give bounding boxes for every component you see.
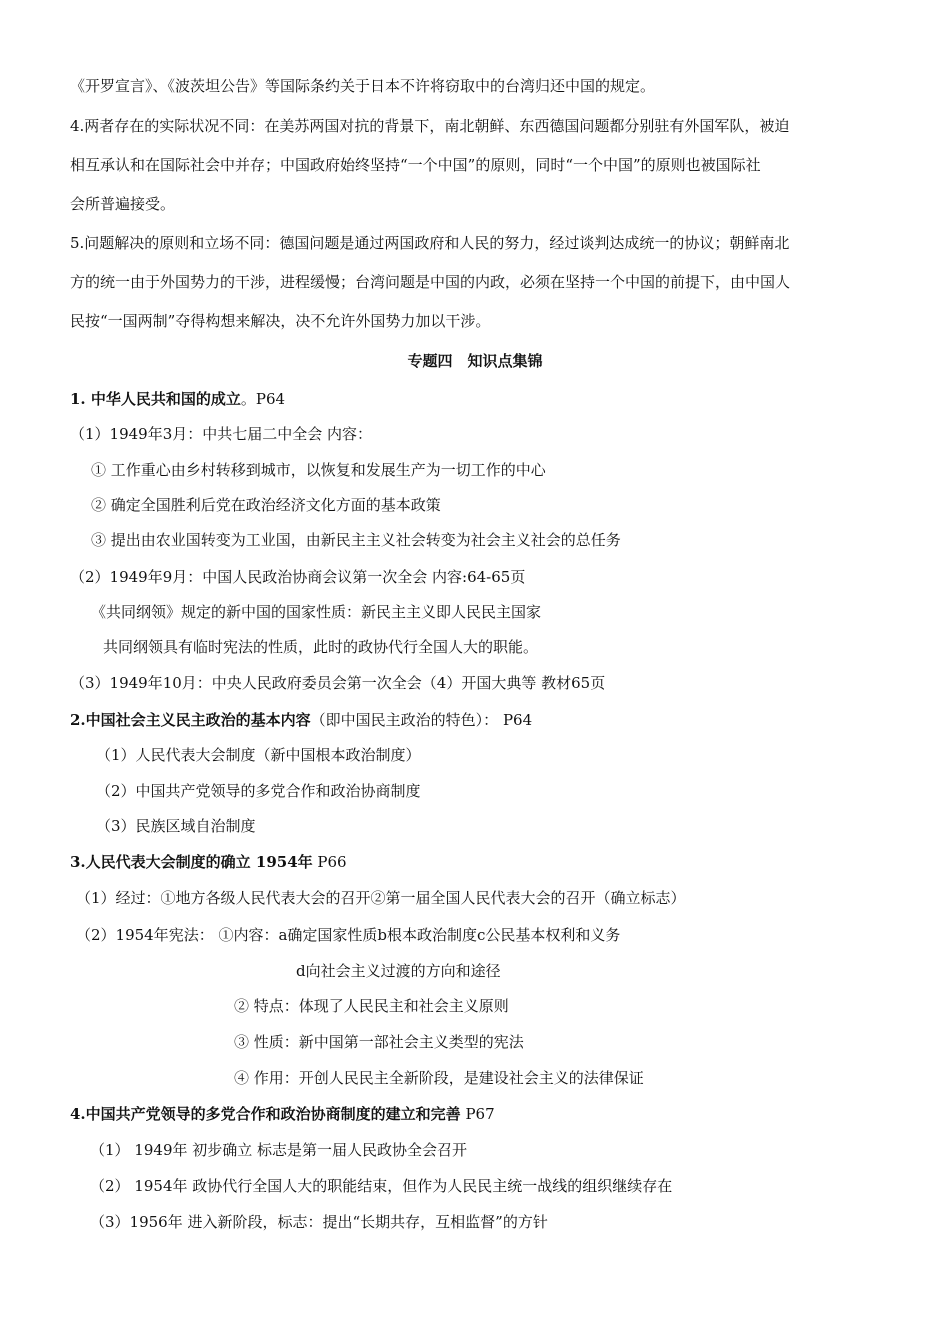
section-2-heading (70, 710, 532, 730)
s1-item-1: （1）1949年3月：中共七届二中全会 内容： (70, 425, 373, 443)
s1-item-1c: ③ 提出由农业国转变为工业国，由新民主主义社会转变为社会主义社会的总任务 (91, 531, 621, 549)
s4-item-3: （3）1956年 进入新阶段，标志：提出“长期共存，互相监督”的方针 (90, 1213, 548, 1231)
s3-item-2a: d向社会主义过渡的方向和途径 (296, 962, 501, 980)
section-3-heading (70, 852, 347, 872)
s3-item-1: （1）经过：①地方各级人民代表大会的召开②第一届全国人民代表大会的召开（确立标志） (76, 889, 686, 907)
point-4-line-2: 相互承认和在国际社会中并存；中国政府始终坚持“一个中国”的原则，同时“一个中国”的原则也被国际社 (70, 156, 761, 174)
section-4-heading (70, 1104, 495, 1124)
s3-item-2d: ④ 作用：开创人民民主全新阶段，是建设社会主义的法律保证 (234, 1069, 644, 1087)
s4-item-1: （1） 1949年 初步确立 标志是第一届人民政协全会召开 (90, 1141, 468, 1159)
section-1-heading-bold: 1. 中华人民共和国的成立 (70, 390, 241, 408)
s2-item-2: （2）中国共产党领导的多党合作和政治协商制度 (96, 782, 421, 800)
section-4-heading-bold: 4.中国共产党领导的多党合作和政治协商制度的建立和完善 (70, 1105, 461, 1123)
s3-item-2c: ③ 性质：新中国第一部社会主义类型的宪法 (234, 1033, 524, 1051)
section-1-heading (70, 389, 285, 409)
section-4-heading-page: P67 (460, 1105, 495, 1123)
s2-item-1: （1）人民代表大会制度（新中国根本政治制度） (96, 746, 421, 764)
section-3-heading-bold: 3.人民代表大会制度的确立 1954年 (70, 853, 313, 871)
s1-item-1a: ① 工作重心由乡村转移到城市，以恢复和发展生产为一切工作的中心 (91, 461, 546, 479)
point-4-line-3: 会所普遍接受。 (70, 195, 176, 213)
point-5-line-3: 民按“一国两制”夺得构想来解决，决不允许外国势力加以干涉。 (70, 312, 491, 330)
section-2-heading-rest: （即中国民主政治的特色）： P64 (310, 711, 533, 729)
intro-line: 《开罗宣言》、《波茨坦公告》等国际条约关于日本不许将窃取中的台湾归还中国的规定。 (70, 77, 656, 95)
s3-item-2: （2）1954年宪法： ①内容：a确定国家性质b根本政治制度c公民基本权利和义务 (76, 926, 621, 944)
point-5-line-2: 方的统一由于外国势力的干涉，进程缓慢；台湾问题是中国的内政，必须在坚持一个中国的前提下，由中国人 (70, 273, 791, 291)
s2-item-3: （3）民族区域自治制度 (96, 817, 256, 835)
s1-item-3: （3）1949年10月：中央人民政府委员会第一次全会（4）开国大典等 教材65页 (70, 674, 606, 692)
s4-item-2: （2） 1954年 政协代行全国人大的职能结束，但作为人民民主统一战线的组织继续存在 (90, 1177, 673, 1195)
section-1-heading-page: 。P64 (240, 390, 286, 408)
point-5-line-1: 5.问题解决的原则和立场不同：德国问题是通过两国政府和人民的努力，经过谈判达成统一的协议；朝鲜南北 (70, 234, 790, 252)
section-2-heading-bold: 2.中国社会主义民主政治的基本内容 (70, 711, 311, 729)
s1-item-2: （2）1949年9月：中国人民政治协商会议第一次全会 内容:64-65页 (70, 568, 526, 586)
section-3-heading-page: P66 (312, 853, 347, 871)
s3-item-2b: ② 特点：体现了人民民主和社会主义原则 (234, 997, 509, 1015)
s1-item-2a: 《共同纲领》规定的新中国的国家性质：新民主主义即人民民主国家 (91, 603, 542, 621)
s1-item-2b: 共同纲领具有临时宪法的性质，此时的政协代行全国人大的职能。 (103, 638, 539, 656)
topic-title: 专题四 知识点集锦 (407, 352, 543, 370)
s1-item-1b: ② 确定全国胜利后党在政治经济文化方面的基本政策 (91, 496, 441, 514)
point-4-line-1: 4.两者存在的实际状况不同：在美苏两国对抗的背景下，南北朝鲜、东西德国问题都分别驻有外国军队，被迫 (70, 117, 790, 135)
